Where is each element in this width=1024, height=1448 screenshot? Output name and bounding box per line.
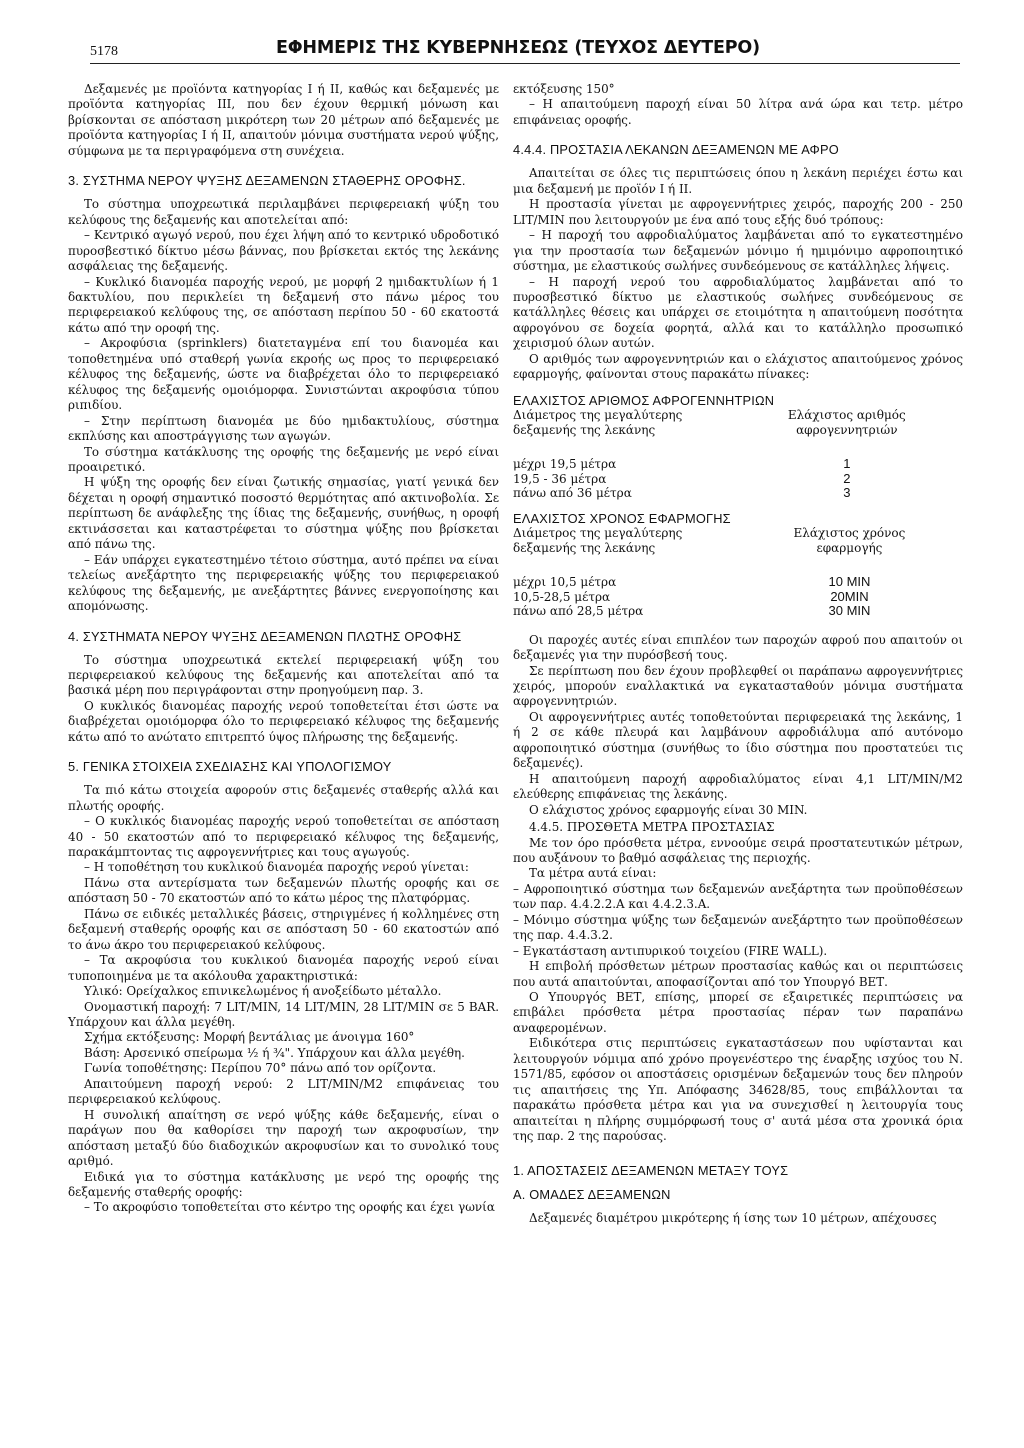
paragraph: – Ακροφύσια (sprinklers) διατεταγμένα επί του διανομέα και τοποθετημένα υπό σταθερή γωνία εκροής ως προς το περιφερειακό κέλυφος της δεξαμενής, ώστε να διαβρέχεται όλο το περιφερειακό κέλυφος της δεξαμενής ομοιόμορφα. Συνιστώνται ακροφύσια τύπου ριπιδίου. — [68, 336, 499, 413]
table-cell: 30 MIN — [828, 603, 871, 619]
table-cell: πάνω από 36 μέτρα — [513, 486, 632, 501]
list-item: – Εγκατάσταση αντιπυρικού τοιχείου (FIRE WALL). — [513, 943, 828, 958]
table-header-row — [513, 423, 933, 438]
table-header-cell: Διάμετρος της μεγαλύτερης — [513, 526, 683, 541]
spec-line: Υλικό: Ορείχαλκος επινικελωμένος ή ανοξείδωτο μέταλλο. — [84, 984, 442, 999]
foam-generators-table — [513, 408, 933, 501]
section-heading-3: 3. ΣΥΣΤΗΜΑ ΝΕΡΟΥ ΨΥΞΗΣ ΔΕΞΑΜΕΝΩΝ ΣΤΑΘΕΡΗΣ ΟΡΟΦΗΣ. — [68, 173, 466, 189]
application-time-table — [513, 526, 933, 619]
section-heading-4: 4. ΣΥΣΤΗΜΑΤΑ ΝΕΡΟΥ ΨΥΞΗΣ ΔΕΞΑΜΕΝΩΝ ΠΛΩΤΗΣ ΟΡΟΦΗΣ — [68, 628, 462, 644]
paragraph: Το σύστημα υποχρεωτικά περιλαμβάνει περιφερειακή ψύξη του κελύφους της δεξαμενής και αποτελείται από: — [68, 197, 499, 227]
table-header-cell: Διάμετρος της μεγαλύτερης — [513, 408, 683, 423]
table-row — [513, 604, 933, 619]
paragraph: Η προστασία γίνεται με αφρογεννήτριες χειρός, παροχής 200 - 250 LIT/MIN που λειτουργούν με ένα από τους εξής δυό τρόπους: — [513, 197, 963, 227]
paragraph: Πάνω στα αντερίσματα των δεξαμενών πλωτής οροφής και σε απόσταση 50 - 70 εκατοστών από το κάτω μέρος της πλατφόρμας. — [68, 875, 499, 906]
paragraph: Η επιβολή πρόσθετων μέτρων προστασίας καθώς και οι περιπτώσεις που αυτά απαιτούνται, αποφασίζονται από τον Υπουργό ΒΕΤ. — [513, 959, 963, 989]
paragraph: – Η τοποθέτηση του κυκλικού διανομέα παροχής νερού γίνεται: — [84, 860, 469, 875]
paragraph: Η ψύξη της οροφής δεν είναι ζωτικής σημασίας, γιατί γενικά δεν δέχεται η οροφή σημαντικό ποσοστό θερμότητας από ακτινοβολία. Σε περίπτωση δε ανάφλεξης της ίδιας της δεξαμενής, συνήθως, η οροφή εκτινάσσεται και καταστρέφεται το σύστημα ψύξης που βρίσκεται από πάνω της. — [68, 475, 499, 552]
section-heading-a: Α. ΟΜΑΔΕΣ ΔΕΞΑΜΕΝΩΝ — [513, 1186, 671, 1202]
table-cell: 10,5-28,5 μέτρα — [513, 589, 611, 604]
table-cell: 1 — [843, 456, 851, 472]
section-heading-1: 1. ΑΠΟΣΤΑΣΕΙΣ ΔΕΞΑΜΕΝΩΝ ΜΕΤΑΞΥ ΤΟΥΣ — [513, 1162, 789, 1178]
table-row — [513, 472, 933, 487]
paragraph: Το σύστημα υποχρεωτικά εκτελεί περιφερειακή ψύξη του περιφερειακού κελύφους της δεξαμενής και αποτελείται από τα βασικά μέρη που περιγράφονται στην προηγούμενη παρ. 3. — [68, 652, 499, 698]
section-heading-444: 4.4.4. ΠΡΟΣΤΑΣΙΑ ΛΕΚΑΝΩΝ ΔΕΞΑΜΕΝΩΝ ΜΕ ΑΦΡΟ — [513, 142, 839, 158]
table-row — [513, 486, 933, 501]
spec-line: Βάση: Αρσενικό σπείρωμα ½ ή ¾". Υπάρχουν και άλλα μεγέθη. — [84, 1045, 465, 1060]
subsection-heading-445: 4.4.5. ΠΡΟΣΘΕΤΑ ΜΕΤΡΑ ΠΡΟΣΤΑΣΙΑΣ — [529, 820, 775, 835]
table-title: ΕΛΑΧΙΣΤΟΣ ΧΡΟΝΟΣ ΕΦΑΡΜΟΓΗΣ — [513, 510, 731, 526]
paragraph: Με τον όρο πρόσθετα μέτρα, εννοούμε σειρά προστατευτικών μέτρων, που αυξάνουν το βαθμό ασφάλειας της περιοχής. — [513, 835, 963, 865]
right-column — [513, 82, 963, 1226]
paragraph: Δεξαμενές διαμέτρου μικρότερης ή ίσης των 10 μέτρων, απέχουσες — [529, 1210, 937, 1225]
page-header — [90, 38, 960, 64]
paragraph: – Στην περίπτωση διανομέα με δύο ημιδακτυλίους, σύστημα εκπλύσης και αποστράγγισης των αγωγών. — [68, 413, 499, 444]
spec-line: Ονομαστική παροχή: 7 LIT/MIN, 14 LIT/MIN, 28 LIT/MIN σε 5 BAR. Υπάρχουν και άλλα μεγέθη. — [68, 999, 499, 1030]
table-header-cell: δεξαμενής της λεκάνης — [513, 422, 656, 437]
table-header-cell: Ελάχιστος αριθμός — [787, 408, 906, 423]
paragraph: Σε περίπτωση που δεν έχουν προβλεφθεί οι παράπανω αφρογεννήτριες χειρός, μπορούν εναλλακτικά να εγκατασταθούν μόνιμα συστήματα αφρογεννητριών. — [513, 663, 963, 709]
table-cell: πάνω από 28,5 μέτρα — [513, 604, 644, 619]
table-cell: 20MIN — [830, 588, 869, 604]
left-column — [68, 82, 499, 1216]
paragraph: – Τα ακροφύσια του κυκλικού διανομέα παροχής νερού είναι τυποποιημένα με τα ακόλουθα χαρακτηριστικά: — [68, 953, 499, 983]
table-row — [513, 575, 933, 590]
paragraph: Δεξαμενές με προϊόντα κατηγορίας Ι ή ΙΙ, καθώς και δεξαμενές με προϊόντα κατηγορίας ΙΙΙ, που δεν έχουν θερμική μόνωση και βρίσκονται σε απόσταση μικρότερη των 20 μέτρων από δεξαμενές με προϊόντα κατηγορίας Ι ή ΙΙ, απαιτούν μόνιμα συστήματα νερού ψύξης, σύμφωνα με τα περιγραφόμενα στη συνέχεια. — [68, 82, 499, 158]
spec-line: Γωνία τοποθέτησης: Περίπου 70° πάνω από τον ορίζοντα. — [84, 1061, 437, 1076]
paragraph: Το σύστημα κατάκλυσης της οροφής της δεξαμενής με νερό είναι προαιρετικό. — [68, 444, 499, 474]
table-cell: 3 — [843, 485, 851, 501]
paragraph: – Η παροχή του αφροδιαλύματος λαμβάνεται από το εγκατεστημένο για την προστασία των δεξαμενών μόνιμο ή ημιμόνιμο αφροποιητικό σύστημα, με ελαστικούς σωλήνες συνδεόμενους σε κατάλληλες λήψεις. — [513, 228, 963, 274]
paragraph: – Εάν υπάρχει εγκατεστημένο τέτοιο σύστημα, αυτό πρέπει να είναι τελείως ανεξάρτητο της περιφερειακής ψύξης του περιφερειακού κελύφους της δεξαμενής, με ανεξάρτητες βάννες ενεργοποίησης και απομόνωσης. — [68, 552, 499, 614]
paragraph: Οι αφρογεννήτριες αυτές τοποθετούνται περιφερειακά της λεκάνης, 1 ή 2 σε κάθε πλευρά και λαμβάνουν αφροδιάλυμα από αυτόνομο αφροποιητικό σύστημα (συνήθως το ίδιο σύστημα που προστατεύει τις δεξαμενές). — [513, 709, 963, 771]
paragraph: – Η απαιτούμενη παροχή είναι 50 λίτρα ανά ώρα και τετρ. μέτρο επιφάνειας οροφής. — [513, 97, 963, 127]
paragraph: Οι παροχές αυτές είναι επιπλέον των παροχών αφρού που απαιτούν οι δεξαμενές για την πυρόσβεσή τους. — [513, 632, 963, 663]
page-number: 5178 — [90, 44, 118, 59]
paragraph: Η απαιτούμενη παροχή αφροδιαλύματος είναι 4,1 LIT/MIN/M2 ελεύθερης επιφάνειας της λεκάνης. — [513, 771, 963, 802]
paragraph: – Κεντρικό αγωγό νερού, που έχει λήψη από το κεντρικό υδροδοτικό πυροσβεστικό δίκτυο μέσω βάννας, που βρίσκεται εκτός της λεκάνης ασφάλειας της δεξαμενής. — [68, 228, 499, 274]
spec-line: Απαιτούμενη παροχή νερού: 2 LIT/MIN/M2 επιφάνειας του περιφερειακού κελύφους. — [68, 1076, 499, 1107]
paragraph: Ο Υπουργός ΒΕΤ, επίσης, μπορεί σε εξαιρετικές περιπτώσεις να επιβάλει πρόσθετα μέτρα προστασίας πέραν των παραπάνω αναφερομένων. — [513, 990, 963, 1035]
paragraph: – Η παροχή νερού του αφροδιαλύματος λαμβάνεται από το πυροσβεστικό δίκτυο με ελαστικούς σωλήνες συνδεόμενους σε κατάλληλες θέσεις και υπάρχει σε ετοιμότητα η απαιτούμενη ποσότητα αφρογόνου σε δοχεία φορητά, αλλά και το κατάλληλο προσωπικό χειρισμού όλων αυτών. — [513, 274, 963, 351]
paragraph: – Κυκλικό διανομέα παροχής νερού, με μορφή 2 ημιδακτυλίων ή 1 δακτυλίου, που περικλείει τη δεξαμενή στο πάνω μέρος του περιφερειακού κελύφους της, σε απόσταση περίπου 50 - 60 εκατοστά κάτω από την οροφή της. — [68, 274, 499, 335]
paragraph: Πάνω σε ειδικές μεταλλικές βάσεις, στηριγμένες ή κολλημένες στη δεξαμενή σταθερής οροφής και σε απόσταση 50 - 60 εκατοστών από το άνω άκρο του περιφερειακού κελύφους. — [68, 906, 499, 952]
table-cell: 10 MIN — [828, 574, 871, 590]
table-title: ΕΛΑΧΙΣΤΟΣ ΑΡΙΘΜΟΣ ΑΦΡΟΓΕΝΝΗΤΡΙΩΝ — [513, 392, 775, 408]
paragraph: Ο ελάχιστος χρόνος εφαρμογής είναι 30 MIN. — [529, 802, 808, 817]
list-item: – Μόνιμο σύστημα ψύξης των δεξαμενών ανεξάρτητο των προϋποθέσεων της παρ. 4.4.3.2. — [513, 912, 963, 943]
paragraph: Τα πιό κάτω στοιχεία αφορούν στις δεξαμενές σταθερής αλλά και πλωτής οροφής. — [68, 783, 499, 813]
paragraph: – Το ακροφύσιο τοποθετείται στο κέντρο της οροφής και έχει γωνία — [84, 1200, 495, 1215]
table-cell: 19,5 - 36 μέτρα — [513, 471, 607, 486]
table-row — [513, 590, 933, 605]
table-header-cell: αφρογεννητριών — [796, 422, 898, 437]
table-header-cell: δεξαμενής της λεκάνης — [513, 540, 656, 555]
table-header-row — [513, 408, 933, 423]
paragraph: εκτόξευσης 150° — [513, 82, 615, 96]
table-header-cell: Ελάχιστος χρόνος — [793, 526, 906, 541]
table-header-row — [513, 541, 933, 556]
spec-line: Σχήμα εκτόξευσης: Μορφή βεντάλιας με άνοιγμα 160° — [84, 1030, 415, 1045]
table-header-row — [513, 526, 933, 541]
table-header-cell: εφαρμογής — [816, 540, 883, 555]
paragraph: Ο αριθμός των αφρογεννητριών και ο ελάχιστος απαιτούμενος χρόνος εφαρμογής, φαίνονται στους παρακάτω πίνακες: — [513, 351, 963, 382]
header-rule — [90, 63, 960, 64]
table-cell: μέχρι 19,5 μέτρα — [513, 457, 617, 472]
paragraph: Ο κυκλικός διανομέας παροχής νερού τοποθετείται έτσι ώστε να διαβρέχεται ομοιόμορφα όλο το περιφερειακό κέλυφος της δεξαμενής κάτω από το ανώτατο επιτρεπτό ύψος πλήρωσης της δεξαμενής. — [68, 698, 499, 744]
table-cell: 2 — [843, 470, 851, 486]
list-item: – Αφροποιητικό σύστημα των δεξαμενών ανεξάρτητα των προϋποθέσεων των παρ. 4.4.2.2.Α και 4.4.2.3.Α. — [513, 881, 963, 912]
table-row — [513, 457, 933, 472]
paragraph: Τα μέτρα αυτά είναι: — [529, 866, 657, 881]
paragraph: Ειδικά για το σύστημα κατάκλυσης με νερό της οροφής της δεξαμενής σταθερής οροφής: — [68, 1169, 499, 1199]
paragraph: Απαιτείται σε όλες τις περιπτώσεις όπου η λεκάνη περιέχει έστω και μια δεξαμενή με προϊόν Ι ή ΙΙ. — [513, 166, 963, 196]
paragraph: – Ο κυκλικός διανομέας παροχής νερού τοποθετείται σε απόσταση 40 - 50 εκατοστών από το περιφερειακό κέλυφος της δεξαμενής, παρακάμπτοντας τις αφρογεννήτριες και τους αγωγούς. — [68, 814, 499, 860]
table-cell: μέχρι 10,5 μέτρα — [513, 575, 617, 590]
section-heading-5: 5. ΓΕΝΙΚΑ ΣΤΟΙΧΕΙΑ ΣΧΕΔΙΑΣΗΣ ΚΑΙ ΥΠΟΛΟΓΙΣΜΟΥ — [68, 759, 392, 775]
paragraph: Η συνολική απαίτηση σε νερό ψύξης κάθε δεξαμενής, είναι ο παράγων που θα καθορίσει την παροχή των ακροφυσίων, την απόσταση μεταξύ δύο διαδοχικών ακροφυσίων και το συνολικό τους αριθμό. — [68, 1107, 499, 1169]
paragraph: Ειδικότερα στις περιπτώσεις εγκαταστάσεων που υφίστανται και λειτουργούν νόμιμα από χρόνο προγενέστερο της έναρξης ισχύος του Ν. 1571/85, εφόσον οι αποστάσεις ορισμένων δεξαμενών τους δεν πληρούν τις απαιτήσεις της Υπ. Απόφασης 34628/85, τους επιβάλλονται τα παρακάτω πρόσθετα μέτρα και για να συνεχισθεί η λειτουργία τους απαιτείται η πλήρης συμμόρφωσή τους σ' αυτά μέσα στα χρονικά όρια της παρ. 2 της παρούσας. — [513, 1036, 963, 1144]
gazette-title: ΕΦΗΜΕΡΙΣ ΤΗΣ ΚΥΒΕΡΝΗΣΕΩΣ (ΤΕΥΧΟΣ ΔΕΥΤΕΡΟ) — [276, 38, 760, 58]
